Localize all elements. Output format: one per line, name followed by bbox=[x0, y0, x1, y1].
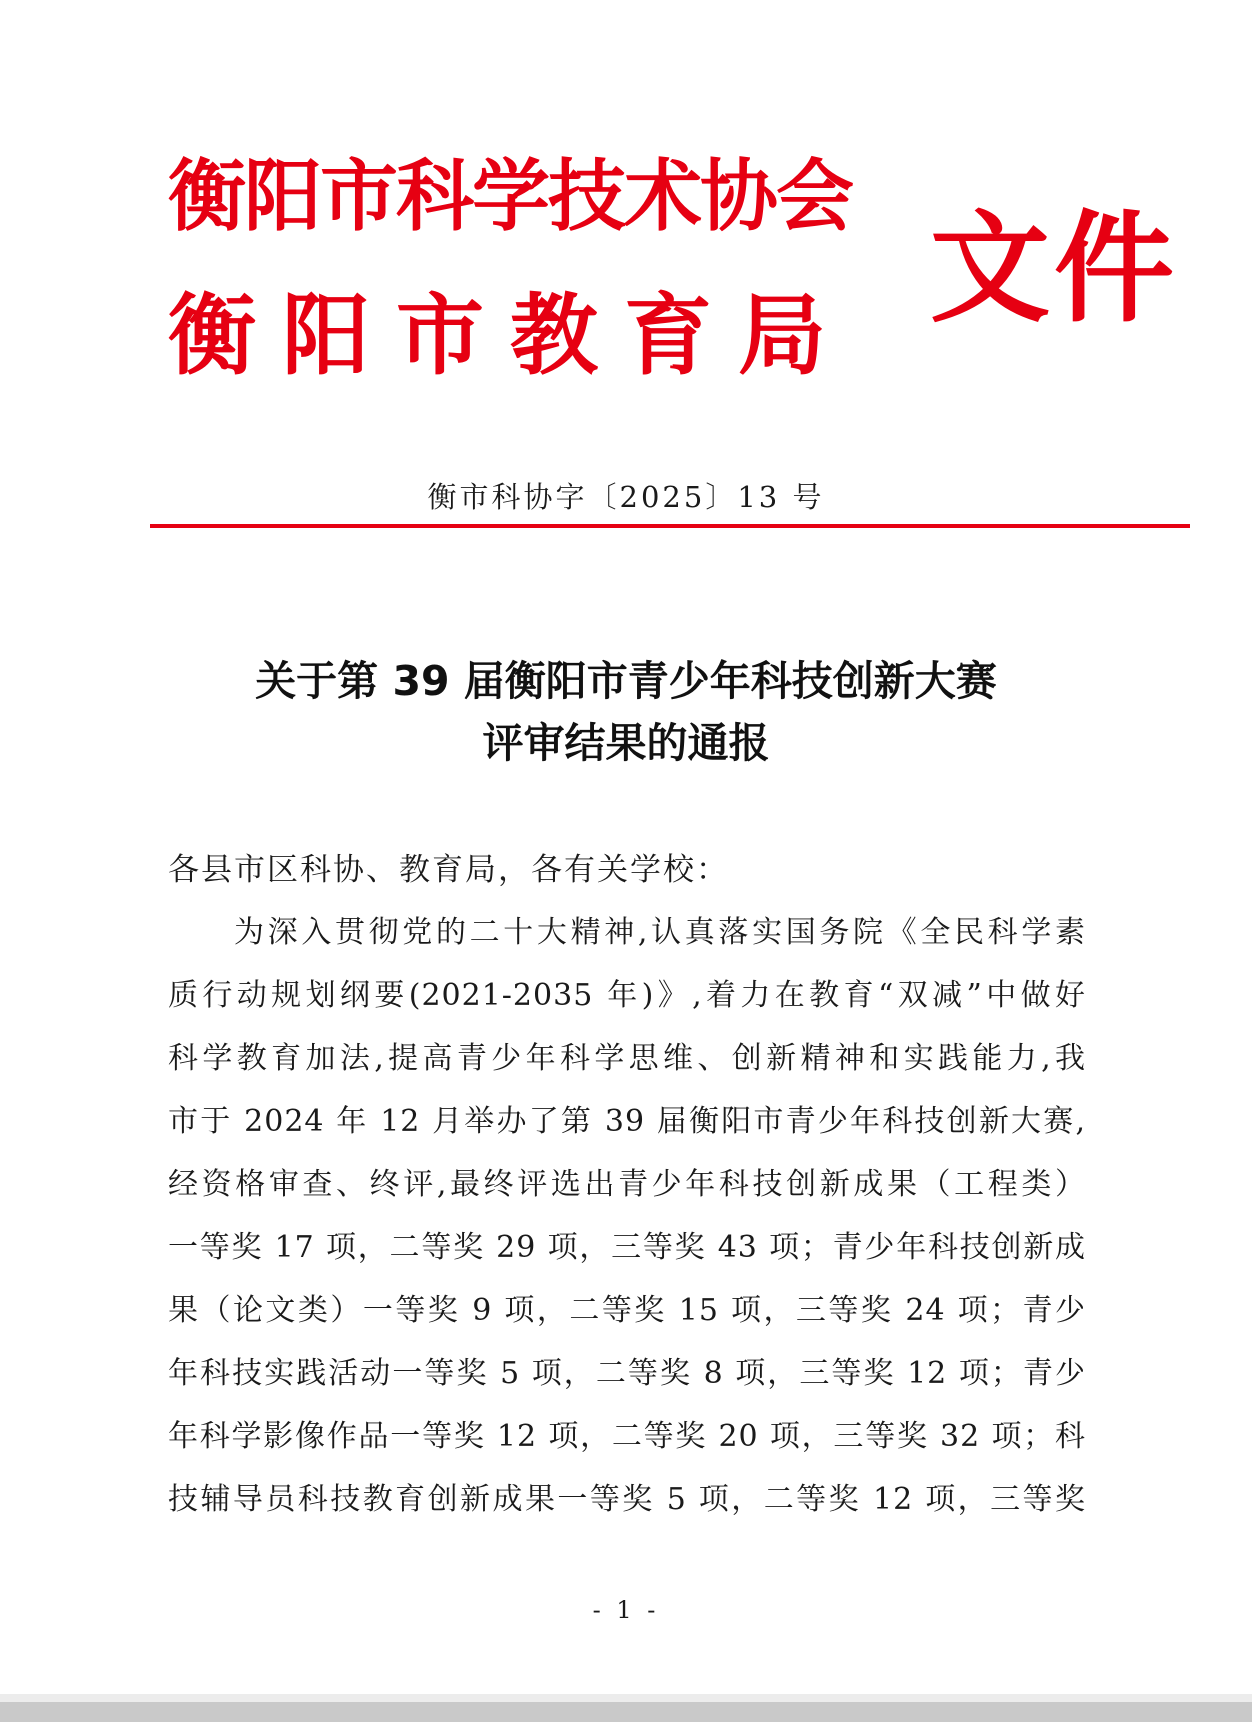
body-line: 年科技实践活动一等奖 5 项，二等奖 8 项，三等奖 12 项；青少 bbox=[168, 1356, 1086, 1391]
body-line: 经资格审查、终评,最终评选出青少年科技创新成果（工程类） bbox=[168, 1167, 1086, 1202]
document-number: 衡市科协字〔2025〕13 号 bbox=[427, 480, 825, 514]
notice-title-line-1: 关于第 39 届衡阳市青少年科技创新大赛 bbox=[255, 657, 997, 705]
salutation: 各县市区科协、教育局，各有关学校： bbox=[168, 852, 729, 888]
issuing-org-science-association: 衡阳市科学技术协会 bbox=[168, 152, 853, 242]
page-number: - 1 - bbox=[592, 1596, 660, 1624]
body-line: 一等奖 17 项，二等奖 29 项，三等奖 43 项；青少年科技创新成 bbox=[168, 1230, 1086, 1265]
page-bottom-edge bbox=[0, 1694, 1252, 1702]
issuing-org-education-bureau: 衡阳市教育局 bbox=[168, 284, 853, 387]
body-line: 果（论文类）一等奖 9 项，二等奖 15 项，三等奖 24 项；青少 bbox=[168, 1293, 1086, 1328]
body-line: 科学教育加法,提高青少年科学思维、创新精神和实践能力,我 bbox=[168, 1041, 1086, 1076]
body-line: 技辅导员科技教育创新成果一等奖 5 项，二等奖 12 项，三等奖 bbox=[168, 1482, 1086, 1517]
body-line: 为深入贯彻党的二十大精神,认真落实国务院《全民科学素 bbox=[234, 915, 1086, 950]
document-type-label: 文件 bbox=[930, 200, 1178, 339]
viewer-bottom-bar bbox=[0, 1702, 1252, 1722]
notice-title-line-2: 评审结果的通报 bbox=[482, 719, 770, 767]
body-line: 市于 2024 年 12 月举办了第 39 届衡阳市青少年科技创新大赛, bbox=[168, 1104, 1086, 1139]
body-line: 质行动规划纲要(2021-2035 年)》,着力在教育“双减”中做好 bbox=[168, 978, 1086, 1013]
header-red-rule bbox=[150, 524, 1190, 528]
body-line: 年科学影像作品一等奖 12 项，二等奖 20 项，三等奖 32 项；科 bbox=[168, 1419, 1086, 1454]
